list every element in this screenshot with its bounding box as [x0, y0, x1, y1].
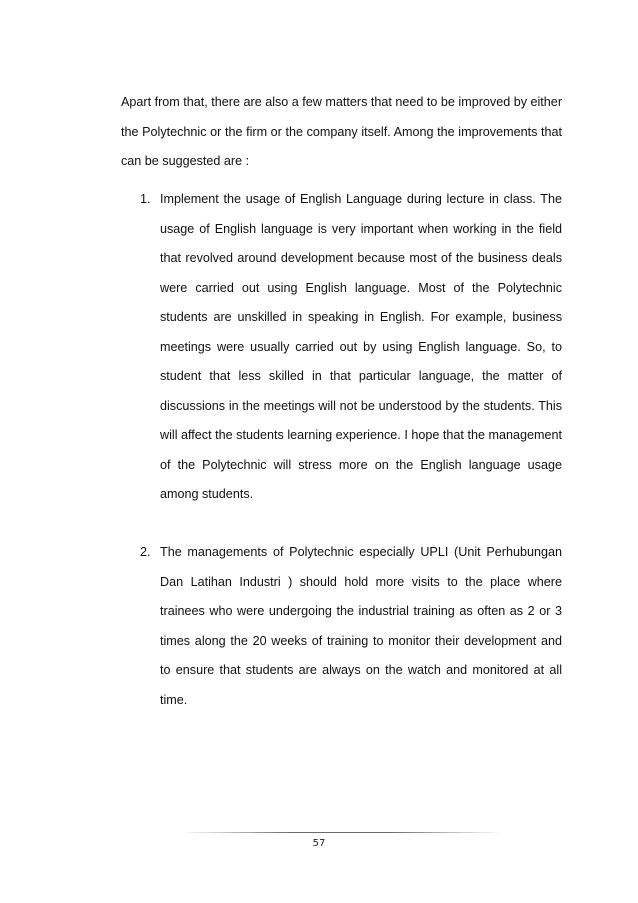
- intro-paragraph: Apart from that, there are also a few matters that need to be improved by either the Polytechnic or the firm or the company itself. Among the improvements that can be suggested are :: [121, 95, 563, 168]
- page-number: 57: [312, 838, 326, 849]
- footer-divider: [180, 832, 502, 833]
- list-item-number: 1.: [140, 192, 151, 206]
- list-item-number: 2.: [140, 545, 151, 559]
- list-item-text: Implement the usage of English Language during lecture in class. The usage of English language is very important when working in the field that revolved around development because most of the business deals were carried out using English language. Most of the Polytechnic students are unskilled in speaking in English. For example, business meetings were usually carried out by using English language. So, to student that less skilled in that particular language, the matter of discussions in the meetings will not be understood by the students. This will affect the students learning experience. I hope that the management of the Polytechnic will stress more on the English language usage among students.: [160, 192, 562, 501]
- list-item-text: The managements of Polytechnic especially UPLI (Unit Perhubungan Dan Latihan Industri ) should hold more visits to the place where trainees who were undergoing the industrial training as often as 2 or 3 times along the 20 weeks of training to monitor their development and to ensure that students are always on the watch and monitored at all time.: [160, 545, 562, 707]
